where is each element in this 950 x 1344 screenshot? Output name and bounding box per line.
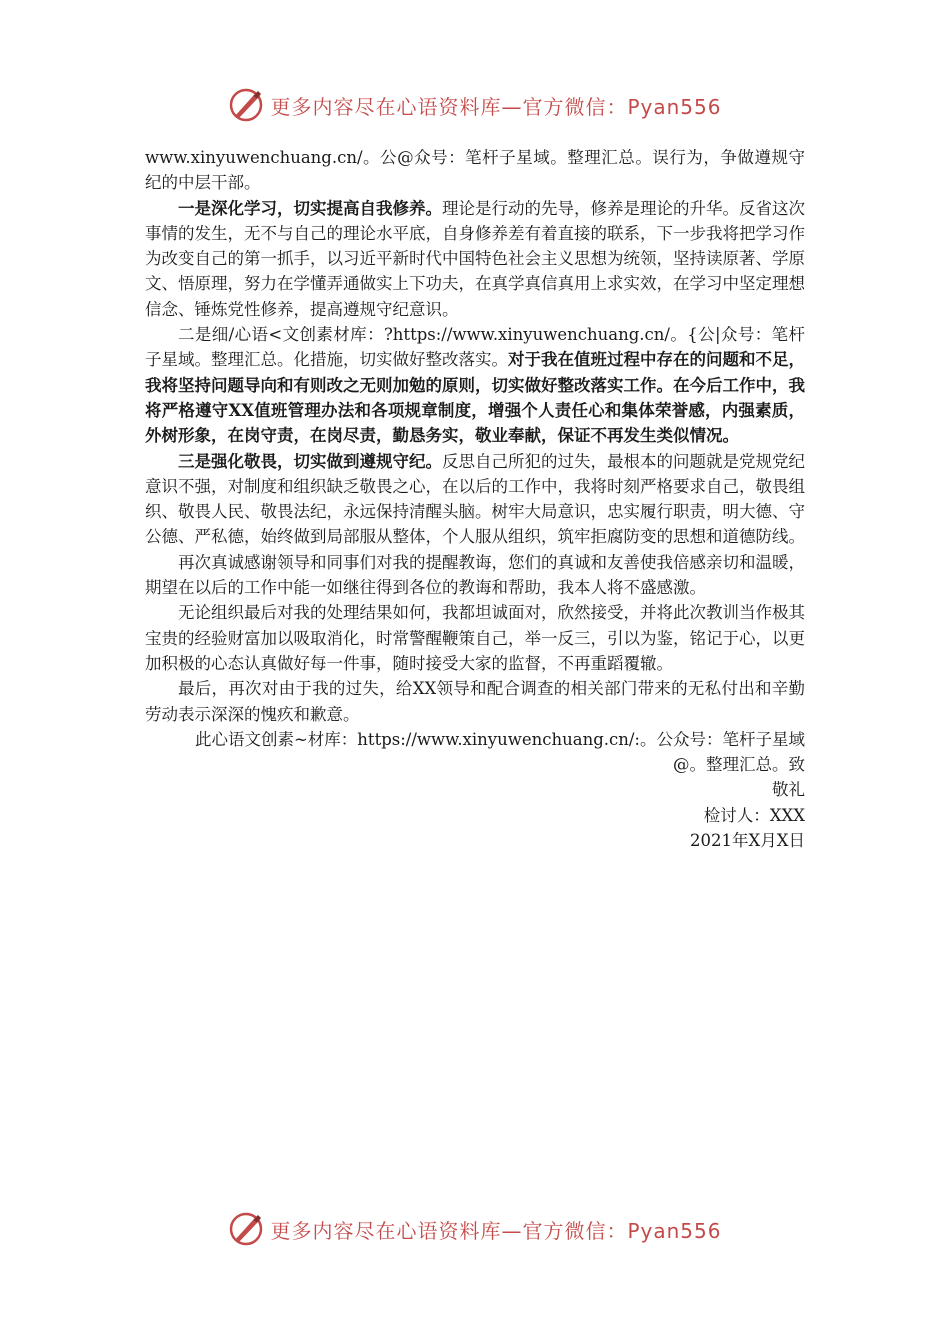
point-1-text: 理论是行动的先导，修养是理论的升华。反省这次事情的发生，无不与自己的理论水平底，自身修养差有着直接的联系，下一步我将把学习作为改变自己的第一抓手，以习近平新时代中国特色社会主义思想为统领，坚持读原著、学原文、悟原理，努力在学懂弄通做实上下功夫，在真学真信真用上求实效，在学习中坚定理想信念、锤炼党性修养，提高遵规守纪意识。 [145,198,805,319]
date: 2021年X月X日 [690,831,805,851]
signer: 检讨人：XXX [703,805,805,825]
point-2-text: 对于我在值班过程中存在的问题和不足，我将坚持问题导向和有则改之无则加勉的原则，切实做好整改落实工作。在今后工作中，我将严格遵守XX值班管理办法和各项规章制度，增强个人责任心和集体荣誉感，内强素质，外树形象，在岗守责，在岗尽责，勤恳务实，敬业奉献，保证不再发生类似情况。 [145,350,805,446]
pen-in-circle-icon [228,1211,264,1247]
point-3-heading: 三是强化敬畏，切实做到遵规守纪。 [178,451,442,471]
paragraph-5: 再次真诚感谢领导和同事们对我的提醒教诲，您们的真诚和友善使我倍感亲切和温暖，期望在以后的工作中能一如继往得到各位的教诲和帮助，我本人将不盛感激。 [145,552,805,598]
paragraph-6: 无论组织最后对我的处理结果如何，我都坦诚面对，欣然接受，并将此次教训当作极其宝贵的经验财富加以吸取消化，时常警醒鞭策自己，举一反三，引以为鉴，铭记于心，以更加积极的心态认真做好每一件事，随时接受大家的监督，不再重蹈覆辙。 [145,603,805,673]
paragraph-4 [145,449,805,550]
salutation: 敬礼 [772,780,805,800]
paragraph-7: 最后，再次对由于我的过失，给XX领导和配合调查的相关部门带来的无私付出和辛勤劳动表示深深的愧疚和歉意。 [145,679,805,724]
paragraph-3 [145,322,805,448]
paragraph-1-text: www.xinyuwenchuang.cn/。公@众号：笔杆子星域。整理汇总。误行为，争做遵规守纪的中层干部。 [145,148,805,193]
document-body [145,145,805,853]
paragraph-1 [145,145,805,196]
point-2-heading: 二是细/心语<文创素材库：?https://www.xinyuwenchuang.cn/。{公|众号：笔杆子星域。整理汇总。化措施，切实做好整改落实。 [145,325,805,370]
paragraph-2 [145,196,805,322]
banner-text: 更多内容尽在心语资料库—官方微信：Pyan556 [270,1218,722,1243]
pen-in-circle-icon [228,87,264,123]
header-watermark-banner [0,83,950,127]
banner-text: 更多内容尽在心语资料库—官方微信：Pyan556 [270,94,722,119]
point-1-heading: 一是深化学习，切实提高自我修养。 [178,198,442,218]
footer-watermark-banner [0,1207,950,1251]
signature-line-watermark: 此心语文创素~材库：https://www.xinyuwenchuang.cn/:。公众号：笔杆子星域@。整理汇总。致 [194,729,805,775]
point-3-text: 反思自己所犯的过失，最根本的问题就是党规党纪意识不强，对制度和组织缺乏敬畏之心，在以后的工作中，我将时刻严格要求自己，敬畏组织、敬畏人民、敬畏法纪，永远保持清醒头脑。树牢大局意识，忠实履行职责，明大德、守公德、严私德，始终做到局部服从整体，个人服从组织，筑牢拒腐防变的思想和道德防线。 [145,451,805,547]
